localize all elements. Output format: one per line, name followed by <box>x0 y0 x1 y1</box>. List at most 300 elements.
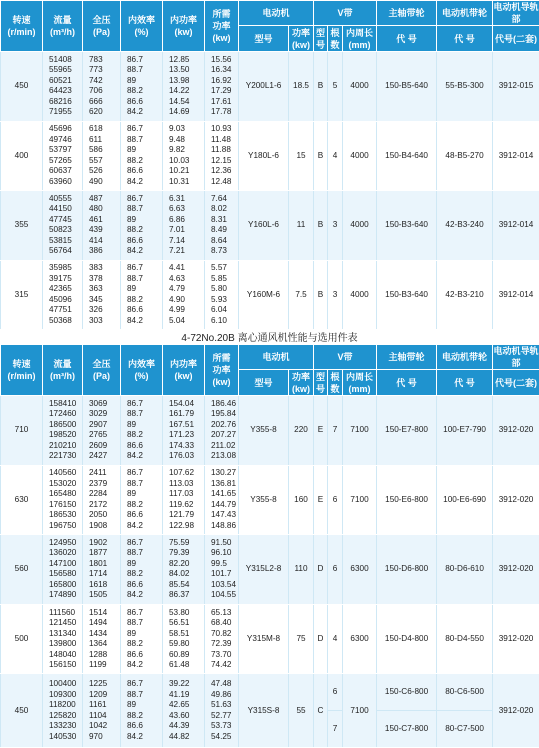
col-speed: 转速 (r/min) <box>1 345 43 396</box>
pressure-value: 618 <box>89 124 120 135</box>
req-value: 8.31 <box>211 215 238 226</box>
eff-value: 86.7 <box>127 468 162 479</box>
motor-model-cell: Y315M-8 <box>239 604 289 674</box>
power-value: 5.04 <box>169 316 204 327</box>
vbelt-count-cell: 7 <box>328 396 343 466</box>
req-value: 8.73 <box>211 246 238 257</box>
power-value: 161.79 <box>169 409 204 420</box>
pressure-value: 2411 <box>89 468 120 479</box>
eff-value: 88.2 <box>127 156 162 167</box>
flow-value: 148040 <box>49 650 82 661</box>
req-value: 68.40 <box>211 618 238 629</box>
speed-cell: 450 <box>1 674 43 748</box>
req-value: 72.39 <box>211 639 238 650</box>
eff-value: 86.6 <box>127 305 162 316</box>
flow-values <box>43 465 83 535</box>
power-value: 7.14 <box>169 236 204 247</box>
req-value: 202.76 <box>211 420 238 431</box>
eff-value: 89 <box>127 145 162 156</box>
pressure-value: 1364 <box>89 639 120 650</box>
eff-value: 89 <box>127 700 162 711</box>
power-value: 119.62 <box>169 500 204 511</box>
power-value: 79.39 <box>169 548 204 559</box>
flow-value: 35985 <box>49 263 82 274</box>
flow-value: 51408 <box>49 55 82 66</box>
table-row <box>1 191 539 261</box>
motor-model-cell: Y355-8 <box>239 396 289 466</box>
req-value: 147.43 <box>211 510 238 521</box>
col-motor-pulley-code: 代 号 <box>437 370 493 396</box>
eff-value: 88.7 <box>127 618 162 629</box>
req-value: 195.84 <box>211 409 238 420</box>
vbelt-length-cell: 6300 <box>343 535 377 605</box>
req-values <box>205 52 239 122</box>
pressure-value: 1505 <box>89 590 120 601</box>
flow-value: 68216 <box>49 97 82 108</box>
flow-values <box>43 396 83 466</box>
pressure-value: 666 <box>89 97 120 108</box>
eff-value: 88.7 <box>127 690 162 701</box>
eff-values <box>121 674 163 748</box>
pressure-value: 480 <box>89 204 120 215</box>
flow-value: 42365 <box>49 284 82 295</box>
flow-value: 136020 <box>49 548 82 559</box>
power-value: 7.01 <box>169 225 204 236</box>
pressure-value: 1908 <box>89 521 120 532</box>
power-value: 7.21 <box>169 246 204 257</box>
power-values <box>163 260 205 330</box>
power-value: 53.80 <box>169 608 204 619</box>
flow-value: 174890 <box>49 590 82 601</box>
req-value: 12.48 <box>211 177 238 188</box>
flow-value: 64423 <box>49 86 82 97</box>
pressure-values <box>83 191 121 261</box>
main-pulley-cell: 150-D4-800 <box>377 604 437 674</box>
rail-cell: 3912-020 <box>493 535 539 605</box>
eff-value: 88.2 <box>127 639 162 650</box>
pressure-value: 1714 <box>89 569 120 580</box>
flow-value: 140530 <box>49 732 82 743</box>
col-vbelt: V带 <box>314 345 377 370</box>
col-vbelt-type: 型号 <box>314 370 328 396</box>
motor-pulley-cell: 48-B5-270 <box>437 121 493 191</box>
col-motor-power: 功率 (kw) <box>289 26 314 52</box>
rail-cell: 3912-020 <box>493 674 539 748</box>
vbelt-type-cell: E <box>314 465 328 535</box>
req-value: 211.02 <box>211 441 238 452</box>
eff-value: 88.7 <box>127 274 162 285</box>
power-value: 44.82 <box>169 732 204 743</box>
pressure-value: 557 <box>89 156 120 167</box>
pressure-value: 783 <box>89 55 120 66</box>
flow-value: 56764 <box>49 246 82 257</box>
main-pulley-cell: 150-E7-800 <box>377 396 437 466</box>
power-value: 10.21 <box>169 166 204 177</box>
pressure-value: 970 <box>89 732 120 743</box>
flow-value: 165800 <box>49 580 82 591</box>
flow-value: 124950 <box>49 538 82 549</box>
req-values <box>205 260 239 330</box>
main-pulley-cell: 150-B3-640 <box>377 191 437 261</box>
flow-value: 131340 <box>49 629 82 640</box>
power-value: 107.62 <box>169 468 204 479</box>
motor-power-cell: 18.5 <box>289 52 314 122</box>
power-value: 44.39 <box>169 721 204 732</box>
power-values <box>163 535 205 605</box>
table-row <box>1 260 539 330</box>
eff-value: 88.7 <box>127 135 162 146</box>
flow-values <box>43 260 83 330</box>
req-value: 8.64 <box>211 236 238 247</box>
req-value: 16.34 <box>211 65 238 76</box>
fan-performance-table-1 <box>0 0 539 330</box>
rail-cell: 3912-020 <box>493 396 539 466</box>
col-rail-code: 代号(二套) <box>493 370 539 396</box>
table-row <box>1 121 539 191</box>
vbelt-count-cell-part: 6 <box>328 674 342 711</box>
col-motor-pulley-code: 代 号 <box>437 26 493 52</box>
flow-value: 186530 <box>49 510 82 521</box>
motor-model-cell: Y200L1-6 <box>239 52 289 122</box>
flow-value: 186500 <box>49 420 82 431</box>
eff-value: 88.7 <box>127 409 162 420</box>
pressure-value: 2172 <box>89 500 120 511</box>
req-value: 5.57 <box>211 263 238 274</box>
eff-value: 88.2 <box>127 295 162 306</box>
flow-values <box>43 535 83 605</box>
req-value: 5.80 <box>211 284 238 295</box>
power-value: 13.98 <box>169 76 204 87</box>
flow-value: 221730 <box>49 451 82 462</box>
power-value: 42.65 <box>169 700 204 711</box>
eff-value: 86.7 <box>127 55 162 66</box>
power-value: 6.31 <box>169 194 204 205</box>
pressure-value: 1161 <box>89 700 120 711</box>
eff-values <box>121 396 163 466</box>
power-value: 4.41 <box>169 263 204 274</box>
vbelt-length-cell: 6300 <box>343 604 377 674</box>
flow-value: 47745 <box>49 215 82 226</box>
eff-value: 89 <box>127 489 162 500</box>
eff-value: 84.2 <box>127 732 162 743</box>
flow-value: 44150 <box>49 204 82 215</box>
rail-cell: 3912-014 <box>493 121 539 191</box>
req-value: 74.42 <box>211 660 238 671</box>
vbelt-type-cell: B <box>314 121 328 191</box>
flow-value: 125820 <box>49 711 82 722</box>
pressure-value: 303 <box>89 316 120 327</box>
flow-values <box>43 52 83 122</box>
motor-power-cell: 220 <box>289 396 314 466</box>
col-vbelt-count: 根数 <box>328 370 343 396</box>
col-motor-power: 功率 (kw) <box>289 370 314 396</box>
req-value: 103.54 <box>211 580 238 591</box>
col-main-pulley-code: 代 号 <box>377 370 437 396</box>
pressure-value: 1618 <box>89 580 120 591</box>
pressure-value: 2427 <box>89 451 120 462</box>
pressure-value: 1434 <box>89 629 120 640</box>
motor-power-cell: 75 <box>289 604 314 674</box>
power-value: 154.04 <box>169 399 204 410</box>
req-values <box>205 465 239 535</box>
col-flow: 流量 (m³/h) <box>43 1 83 52</box>
flow-value: 139800 <box>49 639 82 650</box>
eff-value: 89 <box>127 629 162 640</box>
eff-value: 86.6 <box>127 580 162 591</box>
pressure-value: 1104 <box>89 711 120 722</box>
table-2-body <box>1 396 539 748</box>
power-value: 60.89 <box>169 650 204 661</box>
pressure-value: 742 <box>89 76 120 87</box>
power-value: 4.63 <box>169 274 204 285</box>
power-values <box>163 674 205 748</box>
req-value: 148.86 <box>211 521 238 532</box>
req-value: 70.82 <box>211 629 238 640</box>
pressure-value: 706 <box>89 86 120 97</box>
req-value: 49.86 <box>211 690 238 701</box>
req-value: 65.13 <box>211 608 238 619</box>
req-value: 51.63 <box>211 700 238 711</box>
flow-value: 45096 <box>49 295 82 306</box>
power-value: 122.98 <box>169 521 204 532</box>
pressure-value: 1877 <box>89 548 120 559</box>
req-value: 12.36 <box>211 166 238 177</box>
pressure-values <box>83 535 121 605</box>
eff-value: 86.6 <box>127 650 162 661</box>
col-vbelt-length: 内周长 (mm) <box>343 370 377 396</box>
req-value: 17.61 <box>211 97 238 108</box>
req-value: 141.65 <box>211 489 238 500</box>
pressure-value: 1288 <box>89 650 120 661</box>
pressure-value: 487 <box>89 194 120 205</box>
power-value: 14.54 <box>169 97 204 108</box>
req-values <box>205 191 239 261</box>
pressure-values <box>83 52 121 122</box>
flow-value: 196750 <box>49 521 82 532</box>
pressure-values <box>83 604 121 674</box>
main-pulley-cell <box>377 674 437 748</box>
motor-pulley-cell: 100-E6-690 <box>437 465 493 535</box>
req-value: 99.5 <box>211 559 238 570</box>
vbelt-type-cell: D <box>314 535 328 605</box>
table-row <box>1 52 539 122</box>
vbelt-count-cell: 6 <box>328 535 343 605</box>
req-value: 54.25 <box>211 732 238 743</box>
pressure-value: 1042 <box>89 721 120 732</box>
vbelt-length-cell: 4000 <box>343 52 377 122</box>
table-row <box>1 674 539 748</box>
table-row <box>1 396 539 466</box>
motor-pulley-cell-part: 80-C6-500 <box>437 674 492 711</box>
motor-model-cell: Y180L-6 <box>239 121 289 191</box>
col-required-power: 所需 功率 (kw) <box>205 1 239 52</box>
flow-value: 71955 <box>49 107 82 118</box>
flow-value: 47751 <box>49 305 82 316</box>
eff-value: 89 <box>127 76 162 87</box>
speed-cell: 630 <box>1 465 43 535</box>
col-speed: 转速 (r/min) <box>1 1 43 52</box>
main-pulley-cell: 150-B4-640 <box>377 121 437 191</box>
flow-value: 109300 <box>49 690 82 701</box>
pressure-values <box>83 674 121 748</box>
pressure-value: 490 <box>89 177 120 188</box>
req-value: 91.50 <box>211 538 238 549</box>
flow-value: 57265 <box>49 156 82 167</box>
motor-pulley-cell-part: 80-C7-500 <box>437 711 492 747</box>
eff-value: 84.2 <box>127 246 162 257</box>
speed-cell: 315 <box>1 260 43 330</box>
flow-value: 39175 <box>49 274 82 285</box>
eff-value: 88.2 <box>127 430 162 441</box>
flow-value: 60637 <box>49 166 82 177</box>
col-vbelt-length: 内周长 (mm) <box>343 26 377 52</box>
vbelt-count-cell <box>328 674 343 748</box>
eff-value: 88.2 <box>127 500 162 511</box>
req-value: 11.48 <box>211 135 238 146</box>
power-value: 167.51 <box>169 420 204 431</box>
req-value: 213.08 <box>211 451 238 462</box>
motor-pulley-cell <box>437 674 493 748</box>
pressure-value: 345 <box>89 295 120 306</box>
req-value: 52.77 <box>211 711 238 722</box>
col-rail: 电动机导轨部 <box>493 1 539 26</box>
pressure-value: 2379 <box>89 479 120 490</box>
eff-value: 88.7 <box>127 548 162 559</box>
eff-values <box>121 604 163 674</box>
rail-cell: 3912-020 <box>493 604 539 674</box>
power-value: 6.86 <box>169 215 204 226</box>
vbelt-type-cell: E <box>314 396 328 466</box>
pressure-value: 526 <box>89 166 120 177</box>
motor-model-cell: Y160L-6 <box>239 191 289 261</box>
power-value: 6.63 <box>169 204 204 215</box>
pressure-value: 3029 <box>89 409 120 420</box>
power-value: 84.02 <box>169 569 204 580</box>
power-value: 10.03 <box>169 156 204 167</box>
col-main-pulley: 主轴带轮 <box>377 345 437 370</box>
req-values <box>205 535 239 605</box>
speed-cell: 500 <box>1 604 43 674</box>
pressure-value: 1902 <box>89 538 120 549</box>
eff-value: 86.6 <box>127 236 162 247</box>
rail-cell: 3912-014 <box>493 260 539 330</box>
col-rail: 电动机导轨部 <box>493 345 539 370</box>
pressure-value: 439 <box>89 225 120 236</box>
power-value: 41.19 <box>169 690 204 701</box>
main-pulley-cell: 150-D6-800 <box>377 535 437 605</box>
eff-value: 89 <box>127 215 162 226</box>
eff-value: 88.2 <box>127 711 162 722</box>
vbelt-count-cell: 6 <box>328 465 343 535</box>
power-value: 171.23 <box>169 430 204 441</box>
pressure-value: 461 <box>89 215 120 226</box>
main-pulley-cell: 150-B5-640 <box>377 52 437 122</box>
eff-values <box>121 52 163 122</box>
flow-value: 40555 <box>49 194 82 205</box>
power-value: 9.82 <box>169 145 204 156</box>
req-value: 17.29 <box>211 86 238 97</box>
vbelt-count-cell: 4 <box>328 121 343 191</box>
eff-value: 84.2 <box>127 660 162 671</box>
pressure-value: 1494 <box>89 618 120 629</box>
pressure-value: 2765 <box>89 430 120 441</box>
rail-cell: 3912-014 <box>493 191 539 261</box>
vbelt-count-cell: 4 <box>328 604 343 674</box>
eff-value: 86.7 <box>127 608 162 619</box>
col-main-pulley: 主轴带轮 <box>377 1 437 26</box>
eff-values <box>121 121 163 191</box>
eff-values <box>121 260 163 330</box>
req-value: 12.15 <box>211 156 238 167</box>
req-value: 17.78 <box>211 107 238 118</box>
motor-power-cell: 15 <box>289 121 314 191</box>
eff-values <box>121 191 163 261</box>
eff-value: 84.2 <box>127 316 162 327</box>
col-motor: 电动机 <box>239 345 314 370</box>
col-pressure: 全压 (Pa) <box>83 1 121 52</box>
vbelt-count-cell: 3 <box>328 191 343 261</box>
vbelt-count-cell: 5 <box>328 52 343 122</box>
eff-value: 89 <box>127 420 162 431</box>
req-value: 16.92 <box>211 76 238 87</box>
vbelt-length-cell: 4000 <box>343 191 377 261</box>
motor-model-cell: Y315S-8 <box>239 674 289 748</box>
req-value: 47.48 <box>211 679 238 690</box>
power-values <box>163 121 205 191</box>
col-vbelt: V带 <box>314 1 377 26</box>
flow-values <box>43 604 83 674</box>
flow-value: 55965 <box>49 65 82 76</box>
pressure-value: 363 <box>89 284 120 295</box>
table-row <box>1 535 539 605</box>
eff-value: 86.7 <box>127 399 162 410</box>
pressure-value: 773 <box>89 65 120 76</box>
pressure-value: 1199 <box>89 660 120 671</box>
main-pulley-cell: 150-E6-800 <box>377 465 437 535</box>
flow-value: 63960 <box>49 177 82 188</box>
flow-value: 60521 <box>49 76 82 87</box>
flow-value: 172460 <box>49 409 82 420</box>
motor-pulley-cell: 55-B5-300 <box>437 52 493 122</box>
req-values <box>205 121 239 191</box>
power-values <box>163 465 205 535</box>
power-value: 176.03 <box>169 451 204 462</box>
power-value: 59.80 <box>169 639 204 650</box>
col-internal-power: 内功率 (kw) <box>163 1 205 52</box>
pressure-value: 326 <box>89 305 120 316</box>
col-pressure: 全压 (Pa) <box>83 345 121 396</box>
flow-value: 176150 <box>49 500 82 511</box>
eff-value: 86.7 <box>127 124 162 135</box>
req-value: 15.56 <box>211 55 238 66</box>
flow-value: 210210 <box>49 441 82 452</box>
power-value: 39.22 <box>169 679 204 690</box>
speed-cell: 710 <box>1 396 43 466</box>
col-efficiency: 内效率 (%) <box>121 345 163 396</box>
vbelt-type-cell: B <box>314 52 328 122</box>
col-motor-pulley: 电动机带轮 <box>437 1 493 26</box>
eff-value: 84.2 <box>127 590 162 601</box>
power-value: 86.37 <box>169 590 204 601</box>
motor-model-cell: Y355-8 <box>239 465 289 535</box>
pressure-value: 2050 <box>89 510 120 521</box>
req-value: 11.88 <box>211 145 238 156</box>
motor-pulley-cell: 42-B3-210 <box>437 260 493 330</box>
flow-values <box>43 674 83 748</box>
power-value: 14.22 <box>169 86 204 97</box>
power-value: 43.60 <box>169 711 204 722</box>
col-motor-model: 型号 <box>239 26 289 52</box>
